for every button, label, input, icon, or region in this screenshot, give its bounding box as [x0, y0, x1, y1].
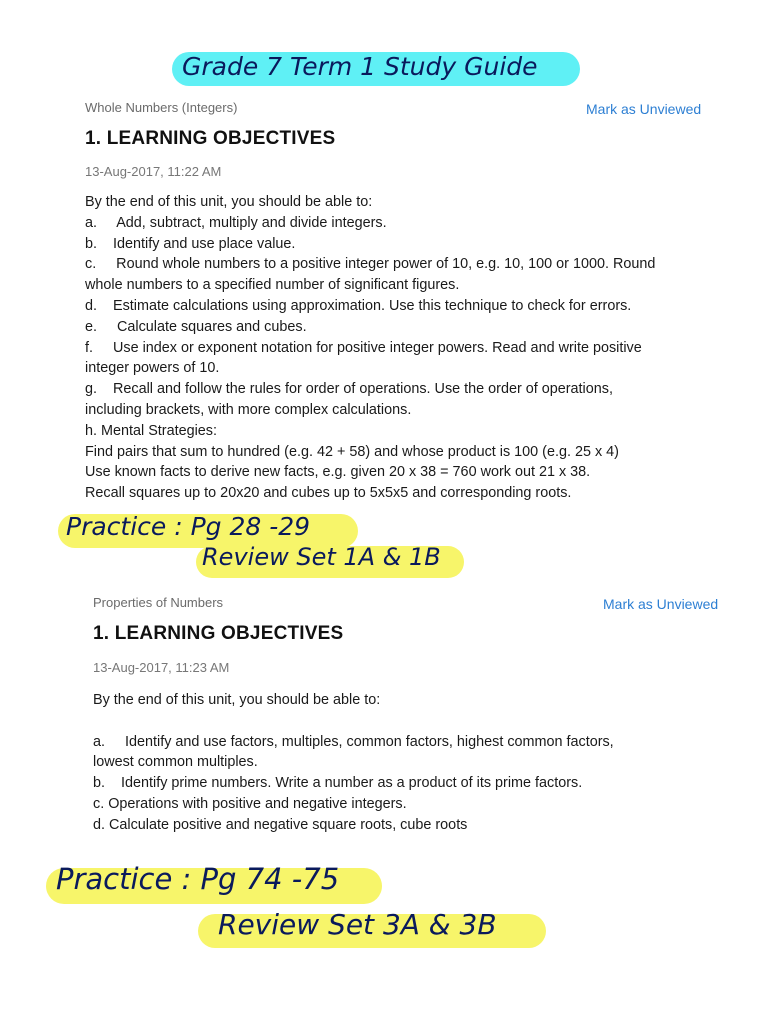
- text-line: integer powers of 10.: [85, 360, 220, 377]
- category-label: Whole Numbers (Integers): [85, 100, 238, 115]
- objectives-text: [85, 192, 725, 504]
- section-heading: 1. LEARNING OBJECTIVES: [85, 128, 336, 149]
- mark-as-unviewed-link[interactable]: Mark as Unviewed: [603, 596, 719, 612]
- handwritten-review-note: Review Set 3A & 3B: [218, 908, 497, 941]
- objectives-text: [93, 690, 723, 836]
- handwritten-practice-note: Practice : Pg 74 -75: [56, 862, 340, 896]
- text-line: b. Identify prime numbers. Write a number as a product of its prime factors.: [93, 775, 583, 792]
- text-line: d. Calculate positive and negative square roots, cube roots: [93, 816, 468, 833]
- text-line: f. Use index or exponent notation for positive integer powers. Read and write positive: [85, 339, 642, 356]
- text-line: whole numbers to a specified number of significant figures.: [85, 277, 460, 294]
- text-line: lowest common multiples.: [93, 754, 258, 771]
- handwritten-title: Grade 7 Term 1 Study Guide: [182, 52, 538, 81]
- text-line: Find pairs that sum to hundred (e.g. 42 + 58) and whose product is 100 (e.g. 25 x 4): [85, 443, 619, 460]
- text-line: a. Add, subtract, multiply and divide integers.: [85, 214, 387, 231]
- handwritten-review-note: Review Set 1A & 1B: [202, 543, 441, 571]
- timestamp: 13-Aug-2017, 11:23 AM: [93, 660, 230, 675]
- text-line: Recall squares up to 20x20 and cubes up to 5x5x5 and corresponding roots.: [85, 485, 572, 502]
- section-heading: 1. LEARNING OBJECTIVES: [93, 623, 344, 644]
- timestamp: 13-Aug-2017, 11:22 AM: [85, 164, 222, 179]
- text-line: c. Round whole numbers to a positive integer power of 10, e.g. 10, 100 or 1000. Round: [85, 256, 656, 273]
- text-line: including brackets, with more complex calculations.: [85, 401, 412, 418]
- text-line: d. Estimate calculations using approximation. Use this technique to check for errors.: [85, 297, 632, 314]
- text-line: By the end of this unit, you should be able to:: [85, 194, 373, 210]
- text-line: e. Calculate squares and cubes.: [85, 318, 307, 335]
- text-line: b. Identify and use place value.: [85, 235, 296, 252]
- mark-as-unviewed-link[interactable]: Mark as Unviewed: [586, 101, 702, 117]
- text-line: Use known facts to derive new facts, e.g. given 20 x 38 = 760 work out 21 x 38.: [85, 464, 591, 481]
- text-line: g. Recall and follow the rules for order of operations. Use the order of operations,: [85, 381, 613, 398]
- text-line: a. Identify and use factors, multiples, common factors, highest common factors,: [93, 733, 614, 750]
- text-line: [93, 711, 723, 732]
- category-label: Properties of Numbers: [93, 595, 224, 610]
- text-line: c. Operations with positive and negative integers.: [93, 795, 407, 812]
- text-line: By the end of this unit, you should be able to:: [93, 692, 381, 708]
- handwritten-practice-note: Practice : Pg 28 -29: [66, 512, 311, 541]
- text-line: h. Mental Strategies:: [85, 422, 217, 439]
